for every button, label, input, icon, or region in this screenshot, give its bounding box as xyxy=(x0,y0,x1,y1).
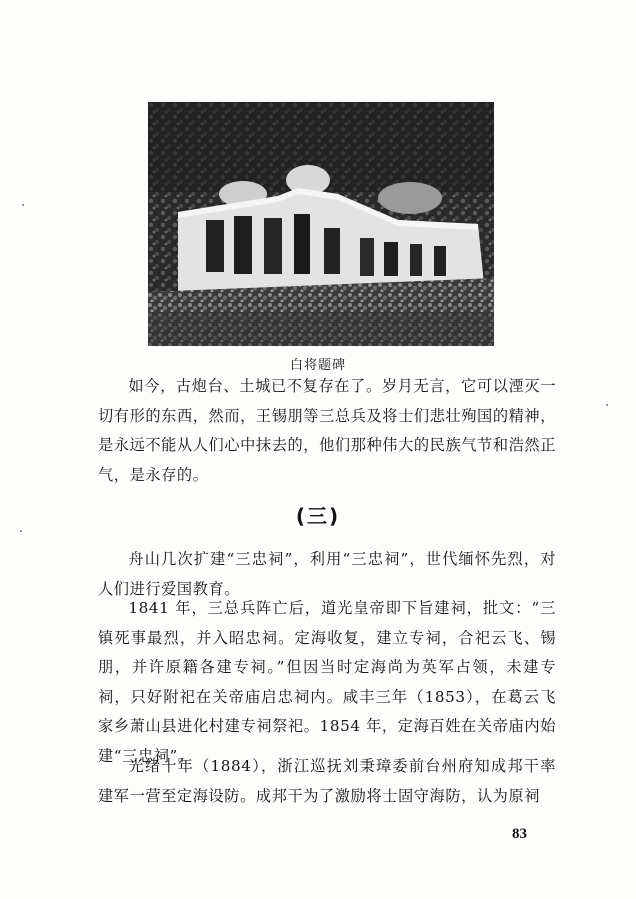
scan-speck xyxy=(22,204,24,206)
paragraph-4: 光绪十年（1884），浙江巡抚刘秉璋委前台州府知成邦干率建军一营至定海设防。成邦干为了激励将士固守海防，认为原祠 xyxy=(98,757,556,805)
photo-caption: 白将题碑 xyxy=(289,358,346,373)
monument-photo xyxy=(148,102,494,346)
section-heading: (三) xyxy=(295,504,341,528)
paragraph-3: 1841 年，三总兵阵亡后，道光皇帝即下旨建祠，批文：“三镇死事最烈，并入昭忠祠。定海收复，建立专祠，合祀云飞、锡朋，并许原籍各建专祠。”但因当时定海尚为英军占领，未建专祠，只好附祀在关帝庙启忠祠内。咸丰三年（1853），在葛云飞家乡萧山县进化村建专祠祭祀。1854 年，定海百姓在关帝庙内始建“三忠祠”。 xyxy=(98,599,556,765)
paragraph-2: 舟山几次扩建“三忠祠”，利用“三忠祠”，世代缅怀先烈，对人们进行爱国教育。 xyxy=(98,550,556,598)
page-number: 83 xyxy=(512,826,527,842)
paragraph-1: 如今，古炮台、土城已不复存在了。岁月无言，它可以湮灭一切有形的东西，然而，王锡朋等三总兵及将士们悲壮殉国的精神，是永远不能从人们心中抹去的，他们那种伟大的民族气节和浩然正气，是永存的。 xyxy=(98,377,556,484)
scan-speck xyxy=(20,530,22,532)
scan-speck xyxy=(606,404,608,406)
stone-monument-photo-icon xyxy=(148,102,494,346)
